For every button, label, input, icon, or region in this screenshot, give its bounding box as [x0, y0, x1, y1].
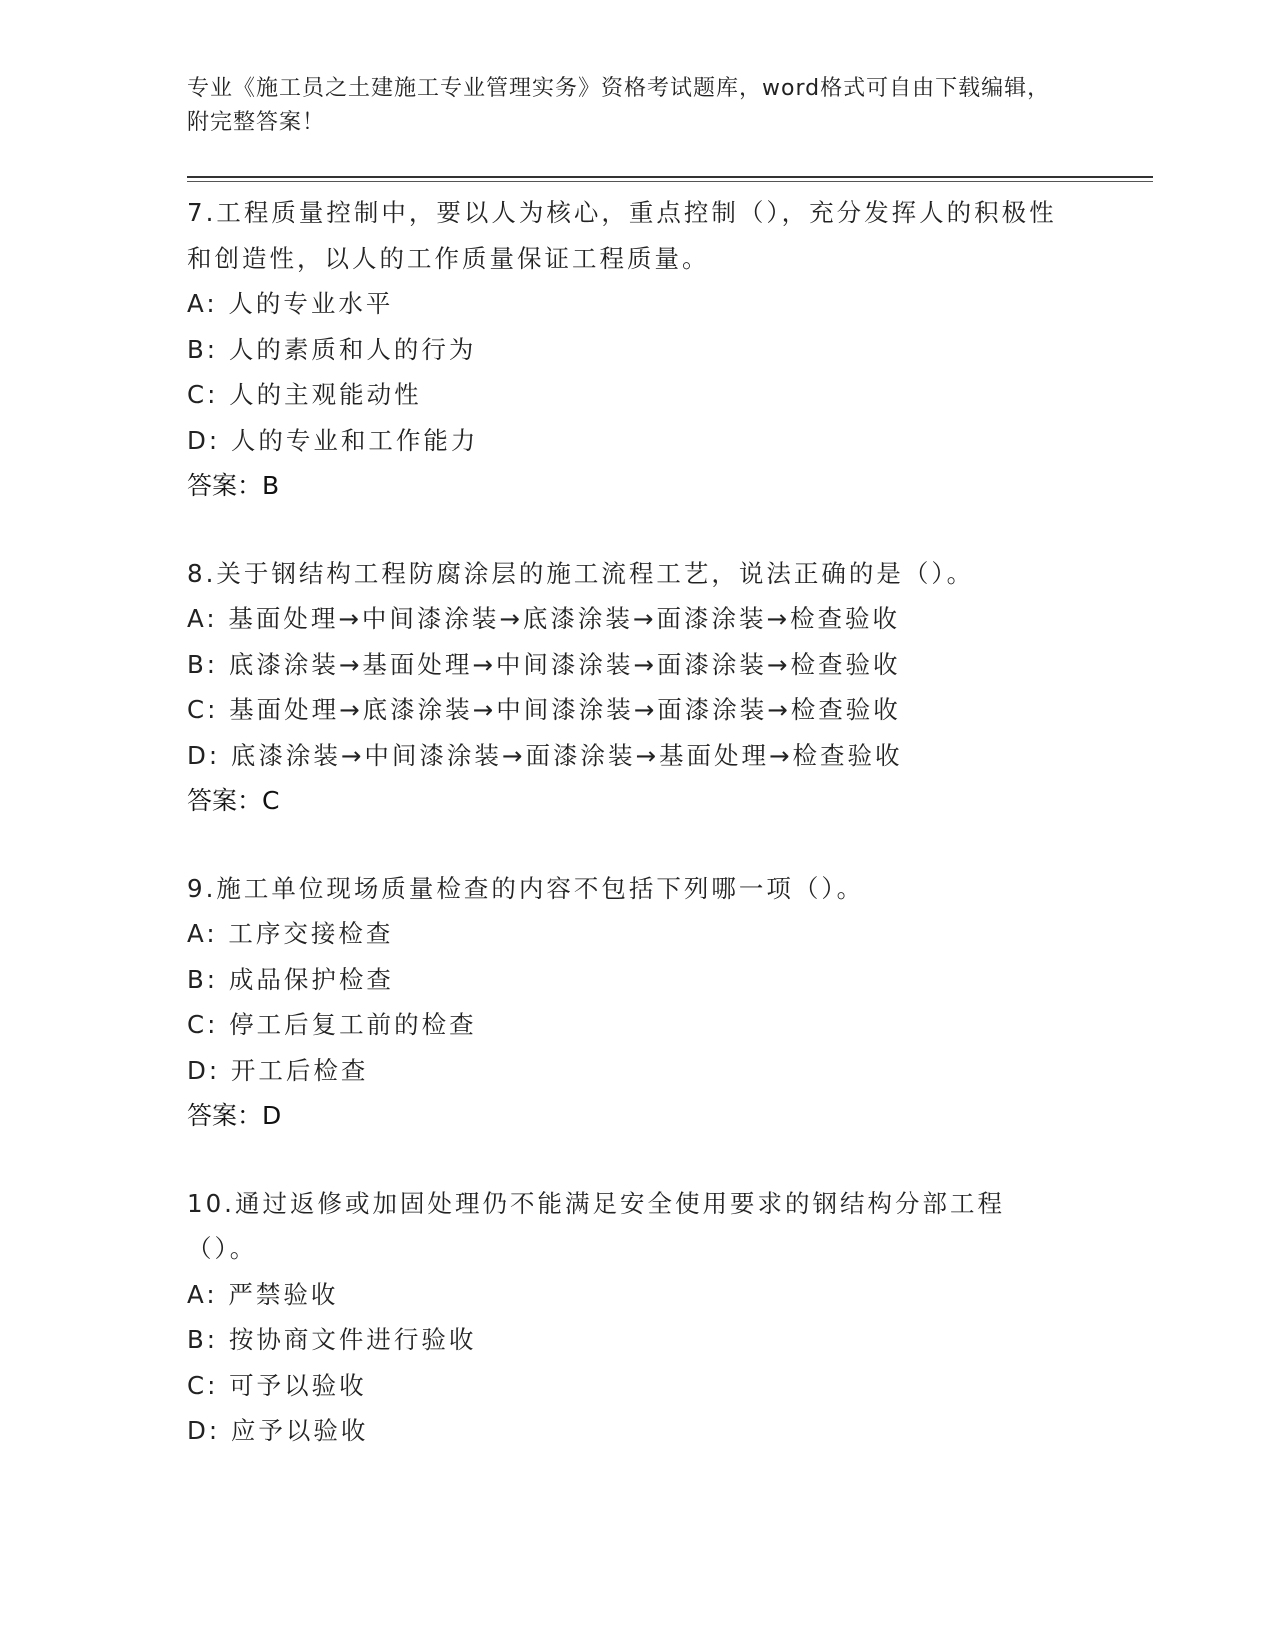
question-7 — [187, 190, 1067, 509]
option-d: D: 人的专业和工作能力 — [187, 425, 479, 455]
option-c: C: 停工后复工前的检查 — [187, 1010, 477, 1039]
question-list — [187, 190, 1067, 1496]
option-d: D: 开工后检查 — [187, 1055, 369, 1085]
answer-line: 答案：B — [187, 471, 280, 500]
question-10 — [187, 1181, 1067, 1454]
question-stem: 9.施工单位现场质量检查的内容不包括下列哪一项（）。 — [187, 873, 865, 903]
option-a: A: 基面处理→中间漆涂装→底漆涂装→面漆涂装→检查验收 — [187, 604, 900, 633]
option-b: B: 成品保护检查 — [187, 964, 394, 994]
question-stem: 8.关于钢结构工程防腐涂层的施工流程工艺，说法正确的是（）。 — [187, 558, 975, 588]
document-header: 专业《施工员之土建施工专业管理实务》资格考试题库，word格式可自由下载编辑，附完整答案！ — [187, 76, 1051, 135]
option-b: B: 底漆涂装→基面处理→中间漆涂装→面漆涂装→检查验收 — [187, 649, 901, 679]
option-c: C: 基面处理→底漆涂装→中间漆涂装→面漆涂装→检查验收 — [187, 695, 901, 724]
answer-line: 答案：C — [187, 786, 280, 815]
option-b: B: 人的素质和人的行为 — [187, 334, 477, 364]
header-divider-thick — [187, 176, 1153, 178]
question-8 — [187, 551, 1067, 824]
option-a: A: 人的专业水平 — [187, 289, 394, 318]
option-a: A: 严禁验收 — [187, 1279, 339, 1309]
option-a: A: 工序交接检查 — [187, 919, 394, 948]
question-stem: 10.通过返修或加固处理仍不能满足安全使用要求的钢结构分部工程（）。 — [187, 1188, 1005, 1263]
option-d: D: 底漆涂装→中间漆涂装→面漆涂装→基面处理→检查验收 — [187, 740, 903, 770]
option-b: B: 按协商文件进行验收 — [187, 1325, 477, 1354]
question-stem: 7.工程质量控制中，要以人为核心，重点控制（），充分发挥人的积极性和创造性，以人的工作质量保证工程质量。 — [187, 198, 1057, 273]
answer-line: 答案：D — [187, 1101, 282, 1130]
option-d: D: 应予以验收 — [187, 1416, 369, 1445]
option-c: C: 人的主观能动性 — [187, 380, 422, 409]
option-c: C: 可予以验收 — [187, 1370, 367, 1400]
header-divider-thin — [187, 181, 1153, 182]
question-9 — [187, 866, 1067, 1139]
